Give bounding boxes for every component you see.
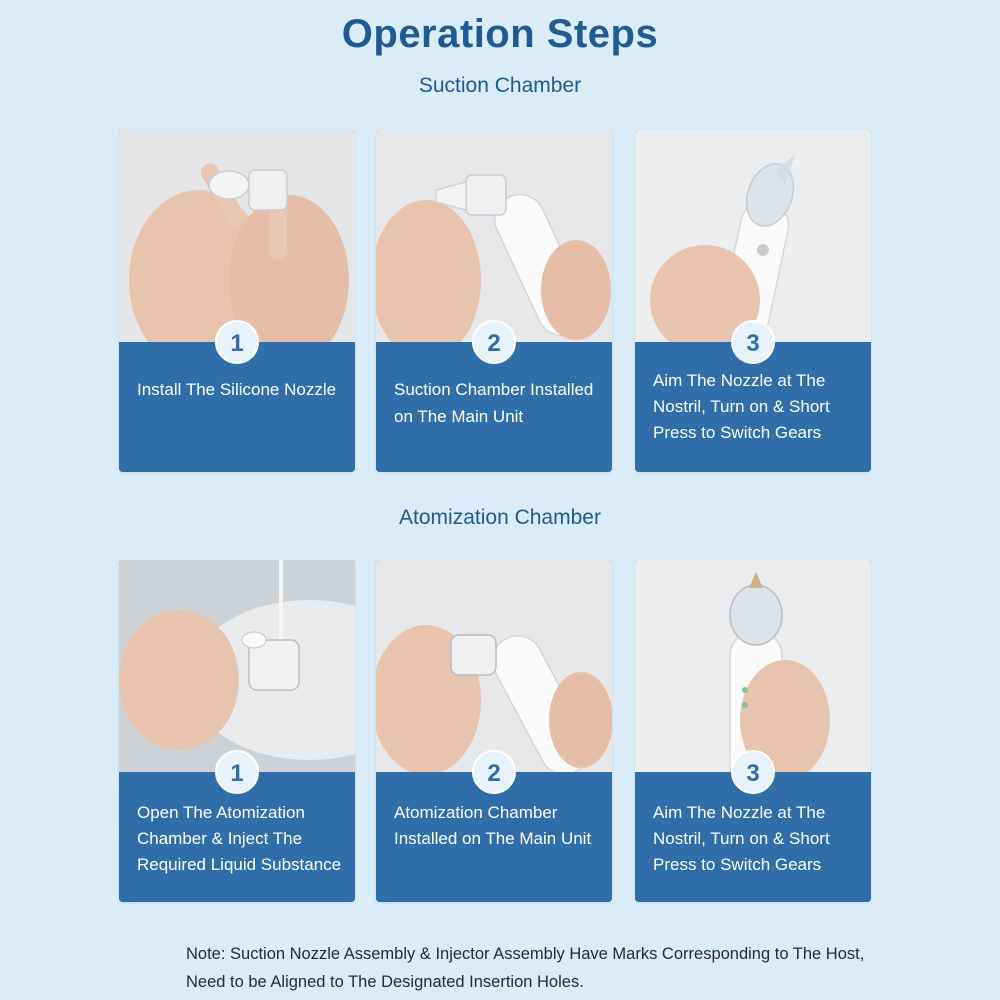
aim-nozzle-photo — [635, 130, 871, 342]
step-caption: Open The Atomization Chamber & Inject The Required Liquid Substance — [137, 803, 342, 874]
page-title: Operation Steps — [341, 12, 659, 56]
step-number-badge: 2 — [472, 750, 516, 794]
hands-installing-nozzle-photo — [119, 130, 355, 342]
suction-step-3-card — [635, 130, 871, 472]
suction-step-1-card — [119, 130, 355, 472]
step-caption: Install The Silicone Nozzle — [137, 380, 337, 399]
atomizer-on-unit-photo — [376, 560, 612, 772]
step-number-badge: 3 — [731, 320, 775, 364]
step-caption: Aim The Nozzle at The Nostril, Turn on & Short Press to Switch Gears — [653, 803, 830, 874]
atomization-step-1-card — [119, 560, 355, 902]
atomization-section-title: Atomization Chamber — [399, 506, 601, 529]
note-text: Note: Suction Nozzle Assembly & Injector Assembly Have Marks Corresponding to The Host, Need to be Aligned to The Designated Insertion Holes. — [186, 945, 865, 991]
step-number-badge: 1 — [215, 320, 259, 364]
step-number-badge: 1 — [215, 750, 259, 794]
step-caption: Suction Chamber Installed on The Main Unit — [394, 380, 594, 426]
aim-atomizer-photo — [635, 560, 871, 772]
atomization-step-2-card — [376, 560, 612, 902]
chamber-on-unit-photo — [376, 130, 612, 342]
suction-step-2-card — [376, 130, 612, 472]
suction-section-title: Suction Chamber — [418, 74, 582, 97]
step-caption: Atomization Chamber Installed on The Main Unit — [394, 803, 592, 848]
atomization-step-3-card — [635, 560, 871, 902]
inject-liquid-photo — [119, 560, 355, 772]
step-number-badge: 2 — [472, 320, 516, 364]
step-caption: Aim The Nozzle at The Nostril, Turn on & Short Press to Switch Gears — [653, 371, 830, 442]
step-number-badge: 3 — [731, 750, 775, 794]
